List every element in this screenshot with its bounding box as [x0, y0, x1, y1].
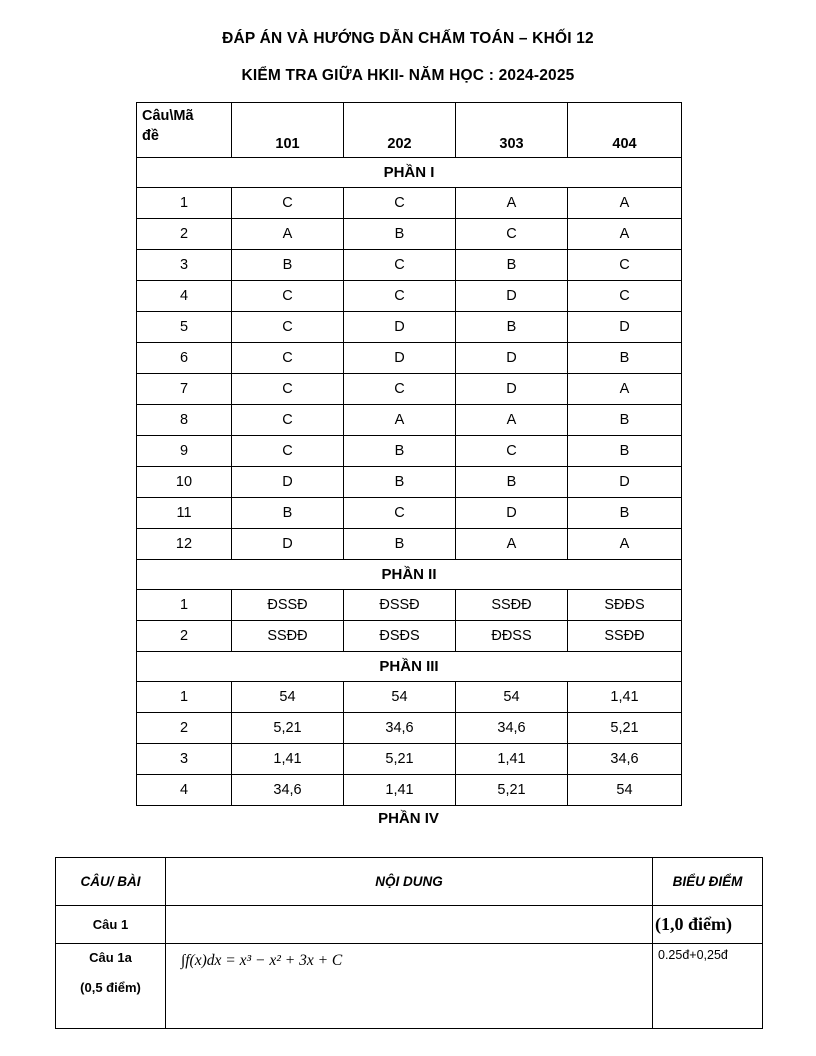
question-number: 2: [137, 713, 232, 744]
integral-formula: ∫f(x)dx = x³ − x² + 3x + C: [181, 952, 343, 969]
question-number: 3: [137, 744, 232, 775]
question-number: 2: [137, 621, 232, 652]
answer-cell: SSĐĐ: [456, 590, 568, 621]
section-title: PHẦN I: [137, 158, 682, 188]
table-row: [137, 682, 682, 713]
part2-rows: [137, 590, 682, 652]
answer-cell: C: [232, 436, 344, 467]
answer-cell: A: [568, 374, 682, 405]
answer-cell: D: [232, 529, 344, 560]
answer-cell: 5,21: [344, 744, 456, 775]
exam-code-202: 202: [344, 103, 456, 158]
answer-cell: 34,6: [456, 713, 568, 744]
document-title: ĐÁP ÁN VÀ HƯỚNG DẪN CHẤM TOÁN – KHỐI 12: [222, 30, 594, 47]
answer-cell: C: [232, 312, 344, 343]
question-number: 8: [137, 405, 232, 436]
header-row: [137, 103, 682, 158]
table-row: [137, 775, 682, 806]
question-number: 7: [137, 374, 232, 405]
answer-cell: B: [456, 312, 568, 343]
col-header-noi-dung: NỘI DUNG: [166, 858, 653, 906]
section-title: PHẦN III: [137, 652, 682, 682]
question-number: 9: [137, 436, 232, 467]
part1-rows: [137, 188, 682, 560]
answer-cell: ĐSĐS: [344, 621, 456, 652]
answer-cell: B: [344, 436, 456, 467]
answer-cell: D: [456, 374, 568, 405]
table-row: [137, 744, 682, 775]
content-cell: [166, 906, 653, 944]
answer-cell: C: [232, 281, 344, 312]
answer-cell: A: [568, 188, 682, 219]
question-number: 4: [137, 281, 232, 312]
answer-cell: B: [344, 219, 456, 250]
answer-cell: B: [568, 343, 682, 374]
section-header-part3: [137, 652, 682, 682]
answer-cell: 34,6: [568, 744, 682, 775]
answer-cell: 1,41: [568, 682, 682, 713]
answer-cell: C: [344, 188, 456, 219]
answer-cell: B: [344, 467, 456, 498]
answer-cell: 54: [456, 682, 568, 713]
cau1-row: [56, 906, 763, 944]
answer-cell: C: [232, 374, 344, 405]
answer-cell: B: [232, 498, 344, 529]
question-label: Câu 1: [56, 906, 166, 944]
question-number: 4: [137, 775, 232, 806]
table-row: [137, 219, 682, 250]
answer-cell: SSĐĐ: [232, 621, 344, 652]
question-number: 10: [137, 467, 232, 498]
table-row: [137, 312, 682, 343]
table-row: [137, 621, 682, 652]
answer-cell: A: [568, 219, 682, 250]
answer-cell: A: [456, 529, 568, 560]
answer-cell: 1,41: [456, 744, 568, 775]
question-number: 1: [137, 590, 232, 621]
answer-cell: A: [568, 529, 682, 560]
answer-cell: A: [232, 219, 344, 250]
question-number: 1: [137, 682, 232, 713]
answer-cell: D: [456, 281, 568, 312]
question-number: 1: [137, 188, 232, 219]
answer-cell: B: [456, 467, 568, 498]
table-row: [137, 250, 682, 281]
answer-cell: B: [232, 250, 344, 281]
answer-cell: C: [456, 219, 568, 250]
detail-header-row: [56, 858, 763, 906]
answer-cell: 34,6: [232, 775, 344, 806]
answer-cell: C: [232, 405, 344, 436]
question-number: 3: [137, 250, 232, 281]
answer-cell: 5,21: [456, 775, 568, 806]
col-header-bieu-diem: BIỂU ĐIỂM: [653, 858, 763, 906]
table-row: [137, 498, 682, 529]
answer-cell: D: [568, 312, 682, 343]
question-number: 6: [137, 343, 232, 374]
answer-cell: 54: [344, 682, 456, 713]
table-row: [137, 590, 682, 621]
exam-code-303: 303: [456, 103, 568, 158]
corner-header-line1: Câu\Mã: [142, 108, 194, 124]
answer-cell: A: [456, 188, 568, 219]
table-row: [137, 467, 682, 498]
answer-cell: A: [456, 405, 568, 436]
section-header-part2: [137, 560, 682, 590]
table-row: [137, 405, 682, 436]
content-cell: [166, 944, 653, 1029]
answer-cell: 54: [568, 775, 682, 806]
answer-cell: ĐSSĐ: [232, 590, 344, 621]
exam-code-101: 101: [232, 103, 344, 158]
answer-cell: D: [456, 498, 568, 529]
answer-cell: ĐSSĐ: [344, 590, 456, 621]
table-row: [137, 713, 682, 744]
answer-key-table: [136, 102, 682, 806]
answer-cell: D: [456, 343, 568, 374]
question-number: 12: [137, 529, 232, 560]
answer-cell: C: [344, 281, 456, 312]
answer-cell: D: [344, 343, 456, 374]
answer-cell: 5,21: [232, 713, 344, 744]
table-row: [137, 343, 682, 374]
answer-cell: 5,21: [568, 713, 682, 744]
table-row: [137, 281, 682, 312]
answer-cell: C: [344, 374, 456, 405]
answer-cell: 54: [232, 682, 344, 713]
document-subtitle: KIỂM TRA GIỮA HKII- NĂM HỌC : 2024-2025: [241, 67, 575, 84]
section-title: PHẦN II: [137, 560, 682, 590]
question-number: 11: [137, 498, 232, 529]
section-header-part1: [137, 158, 682, 188]
table-row: [137, 374, 682, 405]
question-label-line2: (0,5 điểm): [80, 980, 141, 995]
part4-heading: PHẦN IV: [378, 810, 439, 827]
answer-cell: C: [344, 498, 456, 529]
answer-cell: B: [344, 529, 456, 560]
points-cell: (1,0 điểm): [653, 906, 763, 944]
part3-rows: [137, 682, 682, 806]
answer-cell: B: [568, 405, 682, 436]
table-row: [137, 436, 682, 467]
answer-cell: C: [232, 188, 344, 219]
answer-cell: B: [568, 436, 682, 467]
detail-table: [55, 857, 763, 1029]
cau1a-row: [56, 944, 763, 1029]
table-row: [137, 188, 682, 219]
question-number: 5: [137, 312, 232, 343]
answer-cell: C: [568, 250, 682, 281]
answer-cell: B: [568, 498, 682, 529]
answer-cell: 34,6: [344, 713, 456, 744]
answer-cell: SSĐĐ: [568, 621, 682, 652]
answer-cell: SĐĐS: [568, 590, 682, 621]
points-cell: 0.25đ+0,25đ: [653, 944, 763, 1029]
question-label: [56, 944, 166, 1029]
corner-header-cell: [137, 103, 232, 158]
col-header-cau-bai: CÂU/ BÀI: [56, 858, 166, 906]
answer-cell: D: [232, 467, 344, 498]
question-number: 2: [137, 219, 232, 250]
answer-cell: 1,41: [344, 775, 456, 806]
answer-cell: D: [568, 467, 682, 498]
answer-cell: C: [232, 343, 344, 374]
answer-cell: D: [344, 312, 456, 343]
corner-header-line2: đề: [142, 128, 159, 145]
answer-cell: B: [456, 250, 568, 281]
answer-cell: ĐĐSS: [456, 621, 568, 652]
table-row: [137, 529, 682, 560]
answer-cell: A: [344, 405, 456, 436]
question-label-line1: Câu 1a: [89, 950, 132, 965]
answer-cell: 1,41: [232, 744, 344, 775]
answer-cell: C: [344, 250, 456, 281]
answer-cell: C: [568, 281, 682, 312]
answer-cell: C: [456, 436, 568, 467]
exam-code-404: 404: [568, 103, 682, 158]
